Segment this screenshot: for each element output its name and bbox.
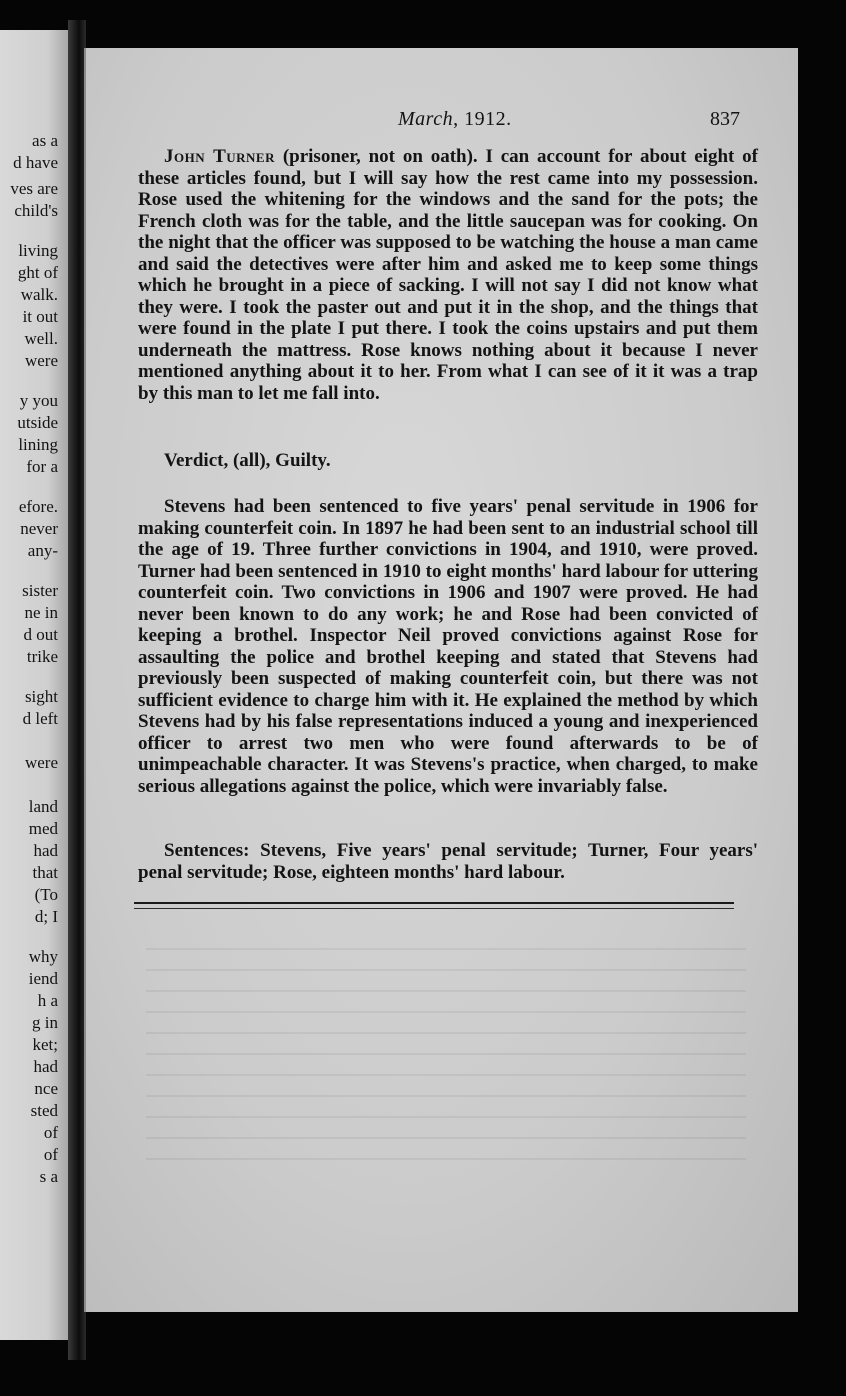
left-page-line-fragment: s a — [39, 1167, 58, 1186]
left-page-line-fragment: living — [18, 241, 58, 260]
section-end-rule — [134, 902, 734, 904]
left-page-line-fragment: sister — [22, 581, 58, 600]
page-number: 837 — [710, 108, 740, 130]
left-page-line-fragment: ves are — [10, 179, 58, 198]
left-page-line-fragment: med — [28, 819, 58, 838]
left-page-line-fragment: land — [28, 797, 58, 816]
show-through-text — [146, 948, 746, 1168]
left-page-line-fragment: nce — [34, 1079, 58, 1098]
left-page-line-fragment: d left — [22, 709, 58, 728]
left-page-line-fragment: it out — [22, 307, 58, 326]
left-page-line-fragment: (To — [34, 885, 58, 904]
left-page-line-fragment: had — [33, 841, 58, 860]
running-head-month: March — [398, 108, 454, 130]
left-page-line-fragment: g in — [32, 1013, 58, 1032]
left-facing-page — [0, 30, 68, 1340]
left-page-line-fragment: child's — [14, 201, 58, 220]
left-page-line-fragment: any- — [27, 541, 58, 560]
sentences-paragraph: Sentences: Stevens, Five years' penal servitude; Turner, Four years' penal servitude; Rose, eighteen months' hard labour. — [138, 840, 758, 883]
left-page-line-fragment: d; I — [34, 907, 58, 926]
left-page-line-fragment: walk. — [20, 285, 58, 304]
left-page-line-fragment: ght of — [17, 263, 58, 282]
left-page-line-fragment: sight — [24, 687, 58, 706]
criminal-record-paragraph: Stevens had been sentenced to five years' penal servitude in 1906 for making counterfeit coin. In 1897 he had been sent to an industrial school till the age of 19. Three further convictions in 1904, and 1910, were proved. Turner had been sentenced in 1910 to eight months' hard labour for uttering counterfeit coin. Two convictions in 1906 and 1907 were proved. He had never been known to do any work; he and Rose had been convicted of keeping a brothel. Inspector Neil proved convictions against Rose for assaulting the police and brothel keeping and stated that Stevens had previously been suspected of making counterfeit coin, but there was not sufficient evidence to charge him with it. He explained the method by which Stevens had by his false representations induced a young and inexperienced officer to arrest two men who were found afterwards to be of unimpeachable character. It was Stevens's practice, when charged, to make serious allegations against the police, which were invariably false. — [138, 496, 758, 797]
left-page-line-fragment: utside — [17, 413, 58, 432]
left-page-line-fragment: of — [43, 1123, 58, 1142]
verdict-paragraph: Verdict, (all), Guilty. — [164, 450, 331, 471]
statement-speaker: John Turner — [164, 146, 275, 167]
left-page-line-fragment: were — [24, 753, 58, 772]
prisoner-statement-paragraph — [138, 146, 758, 404]
left-page-line-fragment: trike — [26, 647, 58, 666]
left-page-line-fragment: efore. — [18, 497, 58, 516]
running-head — [86, 108, 798, 134]
left-page-line-fragment: of — [43, 1145, 58, 1164]
left-page-line-fragment: never — [20, 519, 58, 538]
right-page — [84, 48, 798, 1312]
left-page-line-fragment: why — [28, 947, 58, 966]
running-head-year: , 1912. — [453, 108, 512, 130]
left-page-line-fragment: y you — [19, 391, 58, 410]
left-page-line-fragment: sted — [30, 1101, 58, 1120]
left-page-line-fragment: ket; — [32, 1035, 58, 1054]
running-head-date — [398, 108, 512, 131]
left-page-line-fragment: h a — [37, 991, 58, 1010]
left-page-line-fragment: lining — [18, 435, 58, 454]
left-page-line-fragment: d have — [13, 153, 58, 172]
left-page-line-fragment: as a — [32, 131, 58, 150]
left-page-line-fragment: for a — [26, 457, 58, 476]
left-page-line-fragment: ne in — [24, 603, 58, 622]
left-page-line-fragment: were — [24, 351, 58, 370]
left-page-line-fragment: well. — [24, 329, 58, 348]
left-page-line-fragment: d out — [23, 625, 58, 644]
section-end-rule-thin — [134, 908, 734, 909]
statement-text: (prisoner, not on oath). I can account for about eight of these articles found, but I will say how the rest came into my possession. Rose used the whitening for the windows and the sand for the pots; the French cloth was for the table, and the little saucepan was for cooking. On the night that the officer was supposed to be watching the house a man came and said the detectives were after him and asked me to keep some things which he brought in a piece of sacking. I will not say I did not know what they were. I took the paster out and put it in the shop, and the things that were found in the plate I put there. I took the coins upstairs and put them underneath the mattress. Rose knows nothing about it because I never mentioned anything about it to her. From what I can see of it it was a trap by this man to let me fall into. — [138, 146, 758, 404]
left-page-line-fragment: had — [33, 1057, 58, 1076]
left-page-line-fragment: that — [32, 863, 58, 882]
left-page-line-fragment: iend — [28, 969, 58, 988]
